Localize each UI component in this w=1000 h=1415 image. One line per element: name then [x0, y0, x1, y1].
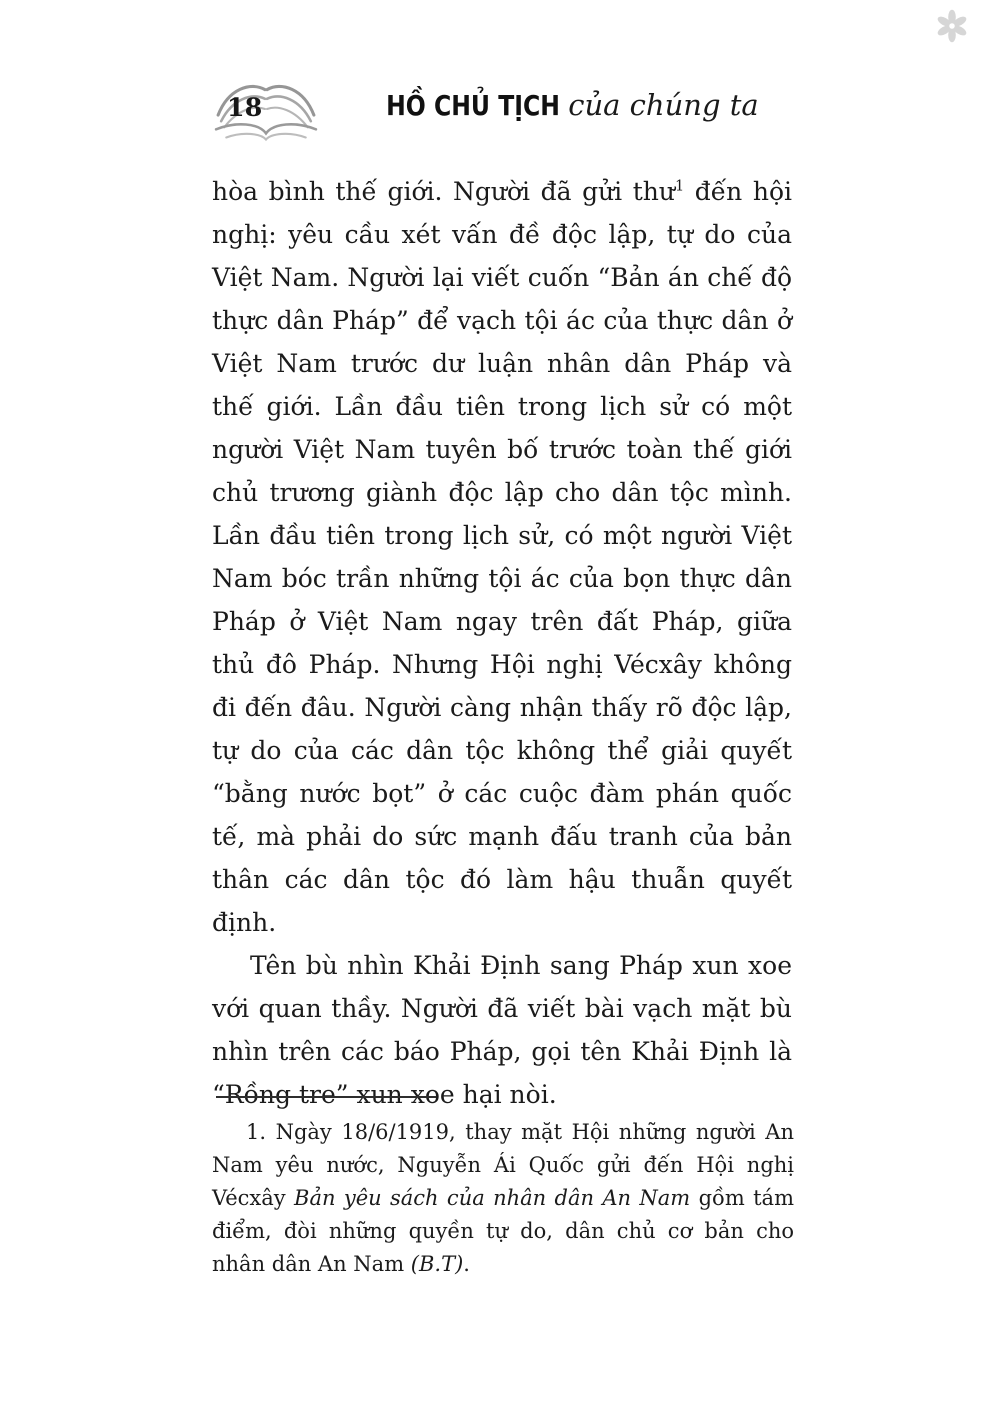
- book-title-main: HỒ CHỦ TỊCH: [386, 89, 561, 122]
- footnote-1-seg-0: 1. Ngày 18/6/1919, thay mặt Hội những người An Nam yêu nước, Nguyễn Ái Quốc gửi đến Hội nghị Vécxây: [212, 1120, 794, 1210]
- footnote-1-seg-2: gồm tám điểm, đòi những quyền tự do, dân chủ cơ bản cho nhân dân An Nam: [212, 1186, 794, 1276]
- footnote-reference-1: 1: [675, 178, 685, 195]
- paragraph-1-pre: hòa bình thế giới. Người đã gửi thư: [212, 177, 675, 206]
- flower-ornament-icon: [934, 8, 970, 44]
- body-text-block: [212, 170, 792, 1116]
- open-book-icon: [212, 78, 320, 142]
- running-title: [320, 88, 792, 132]
- book-title-script: của chúng ta: [568, 88, 759, 122]
- footnote-1-seg-3: (B.T): [410, 1252, 464, 1276]
- paragraph-1: [212, 170, 792, 944]
- page-header: [212, 76, 792, 144]
- footnote-1-seg-4: .: [463, 1252, 470, 1276]
- footnote-1: [212, 1116, 794, 1281]
- footnote-block: [212, 1116, 794, 1281]
- paragraph-1-post: đến hội nghị: yêu cầu xét vấn đề độc lập, tự do của Việt Nam. Người lại viết cuốn “Bản án chế độ thực dân Pháp” để vạch tội ác của thực dân ở Việt Nam trước dư luận nhân dân Pháp và thế giới. Lần đầu tiên trong lịch sử có một người Việt Nam tuyên bố trước toàn thế giới chủ trương giành độc lập cho dân tộc mình. Lần đầu tiên trong lịch sử, có một người Việt Nam bóc trần những tội ác của bọn thực dân Pháp ở Việt Nam ngay trên đất Pháp, giữa thủ đô Pháp. Nhưng Hội nghị Vécxây không đi đến đâu. Người càng nhận thấy rõ độc lập, tự do của các dân tộc không thể giải quyết “bằng nước bọt” ở các cuộc đàm phán quốc tế, mà phải do sức mạnh đấu tranh của bản thân các dân tộc đó làm hậu thuẫn quyết định.: [212, 177, 792, 937]
- page-number: 18: [226, 93, 263, 124]
- paragraph-2: Tên bù nhìn Khải Định sang Pháp xun xoe với quan thầy. Người đã viết bài vạch mặt bù nhìn trên các báo Pháp, gọi tên Khải Định là “Rồng tre” xun xoe hại nòi.: [212, 951, 792, 1109]
- footnote-divider: [216, 1096, 436, 1098]
- footnote-1-seg-1: Bản yêu sách của nhân dân An Nam: [294, 1186, 691, 1210]
